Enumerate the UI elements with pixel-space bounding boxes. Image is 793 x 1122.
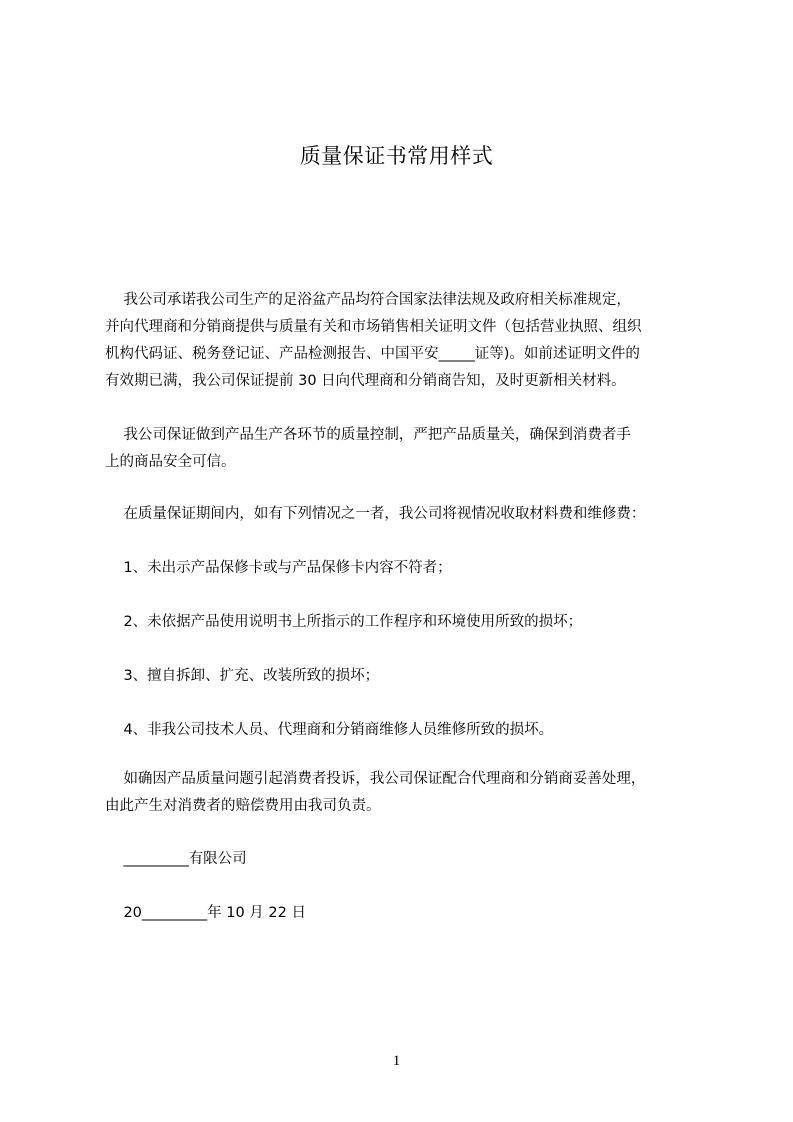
page-title: 质量保证书常用样式 [299,144,494,168]
signature-date: 20_________年 10 月 22 日 [105,905,306,921]
list-item-condition-1: 1、未出示产品保修卡或与产品保修卡内容不符者； [105,560,452,576]
list-item-condition-3: 3、擅自拆卸、扩充、改装所致的损坏； [105,668,380,684]
paragraph-commitment: 我公司承诺我公司生产的足浴盆产品均符合国家法律法规及政府相关标准规定， 并向代理商和分销商提供与质量有关和市场销售相关证明文件（包括营业执照、组织 机构代码证、税务登记证、产品检测报告、中国平安_____证等)。如前述证明文件的 有效期已满，我公司保证提前 30 日向代理商和分销商告知，及时更新相关材料。 [105,292,642,389]
paragraph-quality-control: 我公司保证做到产品生产各环节的质量控制，严把产品质量关，确保到消费者手 上的商品安全可信。 [105,427,631,470]
list-item-condition-4: 4、非我公司技术人员、代理商和分销商维修人员维修所致的损坏。 [105,722,554,738]
page-number: 1 [392,1053,401,1069]
list-item-condition-2: 2、未依据产品使用说明书上所指示的工作程序和环境使用所致的损坏； [105,614,583,630]
paragraph-complaint-handling: 如确因产品质量问题引起消费者投诉，我公司保证配合代理商和分销商妥善处理， 由此产生对消费者的赔偿费用由我司负责。 [105,771,646,814]
company-signature: _________有限公司 [105,851,247,867]
paragraph-warranty-conditions: 在质量保证期间内，如有下列情况之一者，我公司将视情况收取材料费和维修费： [105,506,646,522]
